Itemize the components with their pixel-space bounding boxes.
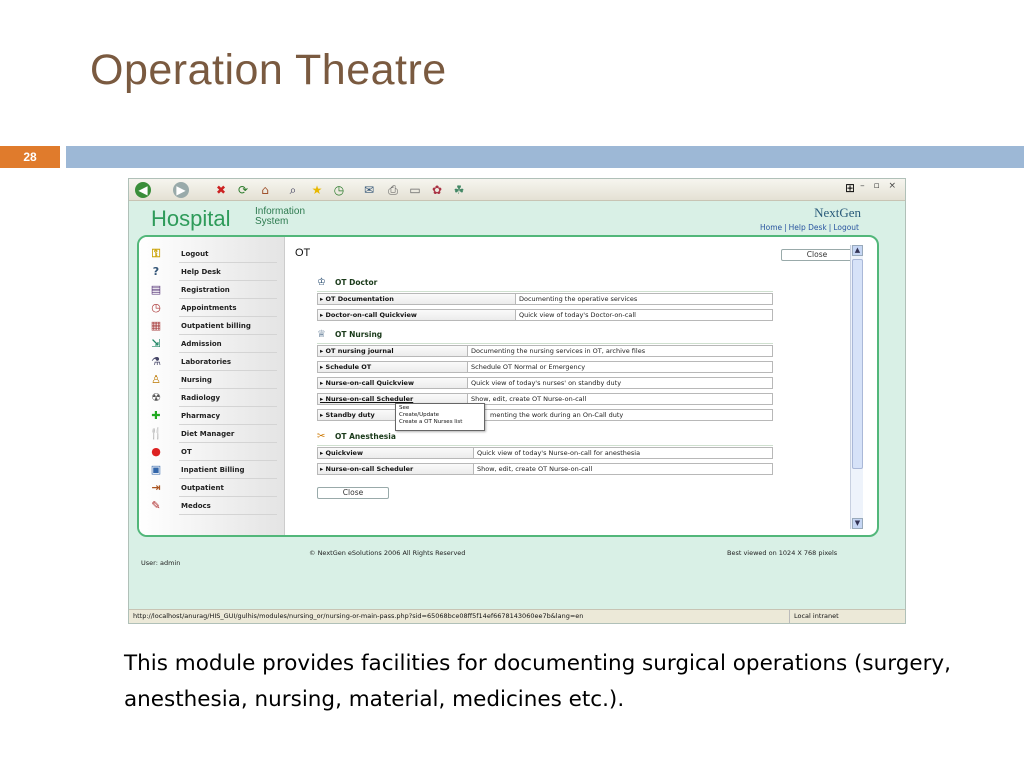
slide-title: Operation Theatre xyxy=(90,46,447,94)
inpatient-billing-icon: ▣ xyxy=(150,463,162,476)
tooltip-line: Create a OT Nurses list xyxy=(399,419,463,425)
row-description: Documenting the nursing services in OT, archive files xyxy=(471,347,646,355)
microscope-icon: ⚗ xyxy=(151,355,161,368)
sidebar xyxy=(139,237,285,537)
logo-sub-line-2: System xyxy=(255,216,289,227)
doctor-icon: ♔ xyxy=(317,277,326,288)
footer-copyright: © NextGen eSolutions 2006 All Rights Reserved xyxy=(309,549,466,557)
tooltip-line: See xyxy=(399,405,410,411)
list-item[interactable]: ▸ Schedule OT Schedule OT Normal or Emergency xyxy=(317,361,773,373)
scroll-up-icon[interactable]: ▲ xyxy=(852,245,863,256)
tooltip-line: Create/Update xyxy=(399,412,440,418)
sidebar-item-appointments[interactable]: ◷ Appointments xyxy=(145,299,281,317)
medocs-icon: ✎ xyxy=(151,499,161,512)
scroll-down-icon[interactable]: ▼ xyxy=(852,518,863,529)
sidebar-item-registration[interactable]: ▤ Registration xyxy=(145,281,281,299)
history-icon[interactable]: ◷ xyxy=(333,183,345,197)
pharmacy-cross-icon: ✚ xyxy=(151,409,161,422)
sidebar-item-ot[interactable]: ● OT xyxy=(145,443,281,461)
status-zone: Local intranet xyxy=(789,610,839,623)
home-link[interactable]: Home xyxy=(759,223,783,232)
sidebar-item-outpatient[interactable]: ⇥ Outpatient xyxy=(145,479,281,497)
section-title: OT Doctor xyxy=(335,278,378,287)
row-description: menting the work during an On-Call duty xyxy=(490,411,624,419)
radiology-icon: ☢ xyxy=(151,391,161,404)
row-label[interactable]: OT Documentation xyxy=(325,295,394,303)
scrollbar[interactable] xyxy=(850,245,863,529)
top-links: Home | Help Desk | Logout xyxy=(759,223,859,232)
browser-status-bar xyxy=(129,609,905,623)
forward-icon[interactable]: ▶ xyxy=(173,182,189,198)
slide-header-bar xyxy=(66,146,1024,168)
section-title: OT Nursing xyxy=(335,330,383,339)
section-ot-nursing xyxy=(317,329,382,343)
row-label[interactable]: Standby duty xyxy=(325,411,375,419)
browser-toolbar xyxy=(129,179,905,201)
home-icon[interactable]: ⌂ xyxy=(261,183,269,197)
help-icon: ? xyxy=(152,265,160,278)
slide-caption: This module provides facilities for documenting surgical operations (surgery, anesthesia, nursing, material, medicines etc.). xyxy=(124,651,951,712)
sidebar-item-medocs[interactable]: ✎ Medocs xyxy=(145,497,281,515)
sidebar-item-admission[interactable]: ⇲ Admission xyxy=(145,335,281,353)
main-frame xyxy=(137,235,879,537)
anesthesia-icon: ✂ xyxy=(317,431,326,442)
row-label[interactable]: Nurse-on-call Scheduler xyxy=(325,465,414,473)
sidebar-item-help-desk[interactable]: ? Help Desk xyxy=(145,263,281,281)
windows-logo-icon: ⊞ xyxy=(845,181,856,195)
section-ot-anesthesia xyxy=(317,431,396,445)
sidebar-item-laboratories[interactable]: ⚗ Laboratories xyxy=(145,353,281,371)
list-item[interactable]: ▸ OT nursing journal Documenting the nursing services in OT, archive files xyxy=(317,345,773,357)
section-title: OT Anesthesia xyxy=(335,432,396,441)
list-item[interactable]: ▸ Standby duty menting the work during an On-Call duty xyxy=(317,409,773,421)
discuss-icon[interactable]: ☘ xyxy=(453,183,465,197)
logo-subtitle xyxy=(255,207,305,227)
row-description: Quick view of today's nurses' on standby duty xyxy=(471,379,622,387)
stop-icon[interactable]: ✖ xyxy=(215,183,227,197)
list-item[interactable]: ▸ Quickview Quick view of today's Nurse-on-call for anesthesia xyxy=(317,447,773,459)
favorites-icon[interactable]: ★ xyxy=(311,183,323,197)
sidebar-item-radiology[interactable]: ☢ Radiology xyxy=(145,389,281,407)
billing-icon: ▦ xyxy=(150,319,162,332)
row-label[interactable]: OT nursing journal xyxy=(325,347,394,355)
window-controls[interactable]: – ▫ × xyxy=(860,181,899,191)
ot-icon: ● xyxy=(151,445,161,458)
brand-logo: NextGen xyxy=(814,205,861,220)
mail-icon[interactable]: ✉ xyxy=(363,183,375,197)
sidebar-item-nursing[interactable]: ♙ Nursing xyxy=(145,371,281,389)
edit-icon[interactable]: ▭ xyxy=(409,183,421,197)
status-url: http://localhost/anurag/HIS_GUI/gulhis/modules/nursing_or/nursing-or-main-pass.php?sid=65068bce08ff5f14ef6678143060ee7b&lang=en xyxy=(133,612,584,620)
registration-icon: ▤ xyxy=(150,283,162,296)
row-description: Schedule OT Normal or Emergency xyxy=(471,363,586,371)
row-label[interactable]: Nurse-on-call Quickview xyxy=(325,379,414,387)
sidebar-item-outpatient-billing[interactable]: ▦ Outpatient billing xyxy=(145,317,281,335)
messenger-icon[interactable]: ✿ xyxy=(431,183,443,197)
list-item[interactable]: ▸ OT Documentation Documenting the operative services xyxy=(317,293,773,305)
current-user: User: admin xyxy=(141,559,181,567)
row-label[interactable]: Doctor-on-call Quickview xyxy=(325,311,417,319)
list-item[interactable]: ▸ Nurse-on-call Scheduler Show, edit, create OT Nurse-on-call xyxy=(317,393,773,405)
nursing-icon: ♙ xyxy=(151,373,161,386)
row-label[interactable]: Quickview xyxy=(325,449,363,457)
logout-link[interactable]: Logout xyxy=(833,223,859,232)
close-button-top[interactable]: Close xyxy=(781,249,853,261)
list-item[interactable]: ▸ Nurse-on-call Scheduler Show, edit, create OT Nurse-on-call xyxy=(317,463,773,475)
key-icon: ⚿ xyxy=(151,247,161,260)
row-label[interactable]: Nurse-on-call Scheduler xyxy=(325,395,414,403)
row-label[interactable]: Schedule OT xyxy=(325,363,372,371)
slide-number: 28 xyxy=(0,146,60,168)
content-area xyxy=(287,237,863,537)
close-button-bottom[interactable]: Close xyxy=(317,487,389,499)
footer-best-viewed: Best viewed on 1024 X 768 pixels xyxy=(727,549,838,557)
logo-sub-line-1: Information xyxy=(255,206,306,217)
search-icon[interactable]: ⌕ xyxy=(289,183,297,197)
clock-icon: ◷ xyxy=(151,301,161,314)
back-icon[interactable]: ◀ xyxy=(135,182,151,198)
admission-icon: ⇲ xyxy=(151,337,161,350)
print-icon[interactable]: ⎙ xyxy=(388,183,398,197)
outpatient-icon: ⇥ xyxy=(151,481,161,494)
tooltip-popup xyxy=(395,403,485,431)
sidebar-item-logout[interactable]: ⚿ Logout xyxy=(145,245,281,263)
row-description: Quick view of today's Doctor-on-call xyxy=(519,311,636,319)
list-item[interactable]: ▸ Nurse-on-call Quickview Quick view of today's nurses' on standby duty xyxy=(317,377,773,389)
app-footer xyxy=(129,539,905,599)
section-ot-doctor xyxy=(317,277,377,291)
refresh-icon[interactable]: ⟳ xyxy=(237,183,249,197)
sidebar-item-diet-manager[interactable]: 🍴 Diet Manager xyxy=(145,425,281,443)
row-description: Show, edit, create OT Nurse-on-call xyxy=(471,395,587,403)
page-title: OT xyxy=(295,247,311,259)
row-description: Documenting the operative services xyxy=(519,295,638,303)
row-description: Show, edit, create OT Nurse-on-call xyxy=(477,465,593,473)
logo-main: Hospital xyxy=(151,206,231,231)
row-description: Quick view of today's Nurse-on-call for anesthesia xyxy=(477,449,641,457)
list-item[interactable]: ▸ Doctor-on-call Quickview Quick view of today's Doctor-on-call xyxy=(317,309,773,321)
scroll-thumb[interactable] xyxy=(852,259,863,469)
nurse-icon: ♕ xyxy=(317,329,326,340)
app-header xyxy=(129,201,905,237)
sidebar-item-pharmacy[interactable]: ✚ Pharmacy xyxy=(145,407,281,425)
cutlery-icon: 🍴 xyxy=(149,427,163,440)
app-screenshot xyxy=(128,178,906,624)
sidebar-item-inpatient-billing[interactable]: ▣ Inpatient Billing xyxy=(145,461,281,479)
help-desk-link[interactable]: Help Desk xyxy=(788,223,827,232)
